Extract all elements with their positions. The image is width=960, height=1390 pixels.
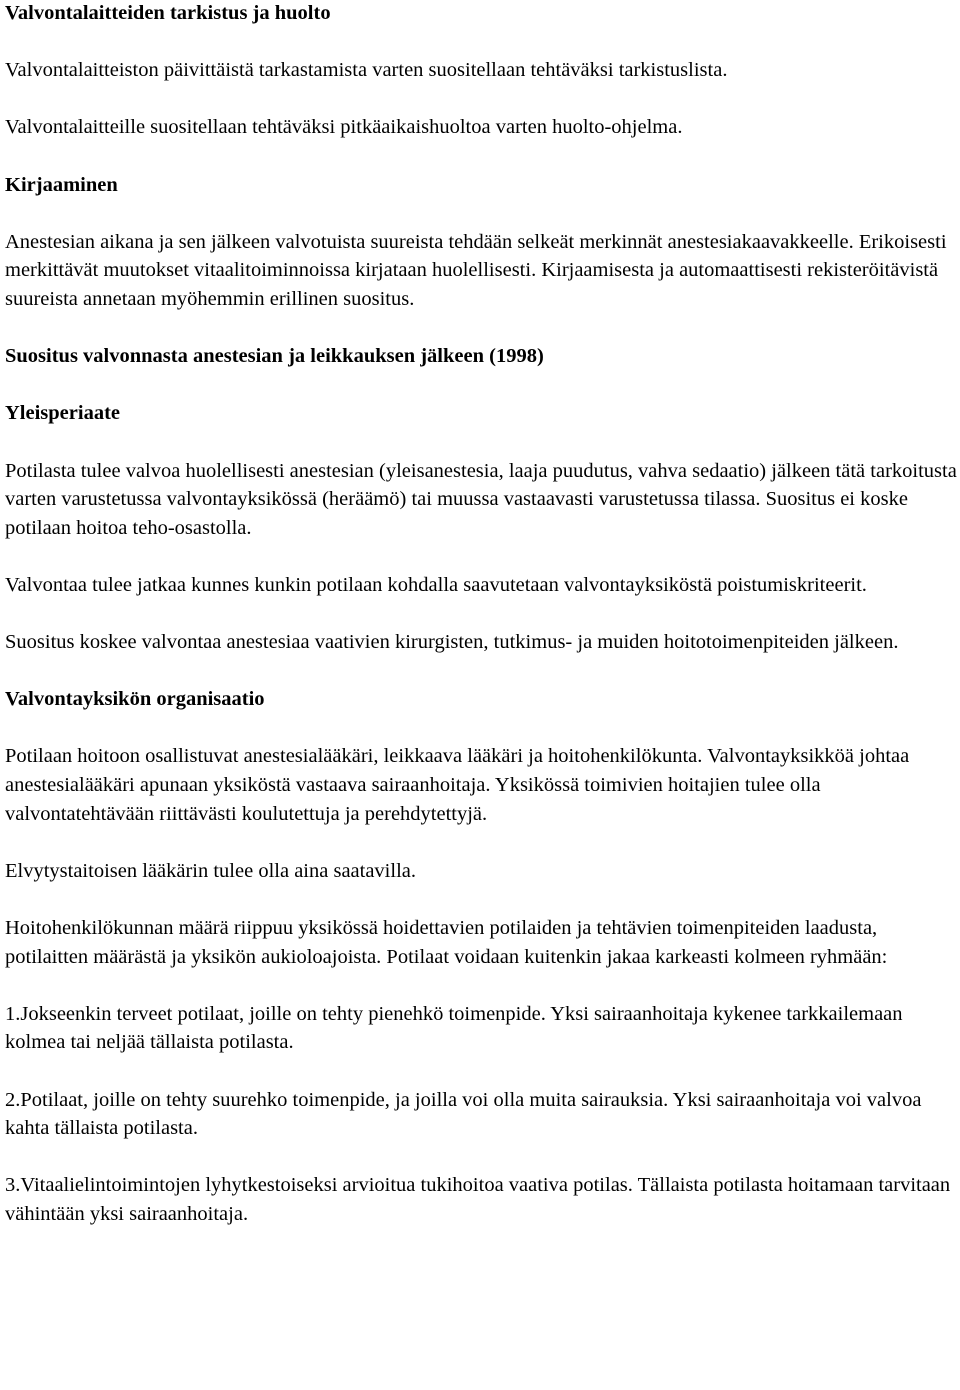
paragraph: Potilaan hoitoon osallistuvat anestesialääkäri, leikkaava lääkäri ja hoitohenkilökunta. Valvontayksikköä johtaa anestesialääkäri apunaan yksiköstä vastaava sairaanhoitaja. Yksikössä toimivien hoitajien tulee olla valvontatehtävään riittävästi koulutettuja ja perehdytettyjä. xyxy=(5,745,910,825)
paragraph: Anestesian aikana ja sen jälkeen valvotuista suureista tehdään selkeät merkinnät anestesiakaavakkeelle. Erikoisesti merkittävät muutokset vitaalitoiminnoissa kirjataan huolellisesti. Kirjaamisesta ja automaattisesti rekisteröitävistä suureista annetaan myöhemmin erillinen suositus. xyxy=(5,230,947,310)
paragraph: Valvontalaitteille suositellaan tehtäväksi pitkäaikaishuoltoa varten huolto-ohjelma. xyxy=(5,116,683,139)
paragraph: Suositus koskee valvontaa anestesiaa vaativien kirurgisten, tutkimus- ja muiden hoitotoimenpiteiden jälkeen. xyxy=(5,631,899,654)
paragraph: Valvontaa tulee jatkaa kunnes kunkin potilaan kohdalla saavutetaan valvontayksiköstä poistumiskriteerit. xyxy=(5,573,867,596)
paragraph: Valvontalaitteiston päivittäistä tarkastamista varten suositellaan tehtäväksi tarkistuslista. xyxy=(5,59,728,82)
paragraph: Elvytystaitoisen lääkärin tulee olla aina saatavilla. xyxy=(5,859,416,882)
section-heading-recording: Kirjaaminen xyxy=(5,173,118,196)
paragraph: Potilasta tulee valvoa huolellisesti anestesian (yleisanestesia, laaja puudutus, vahva sedaatio) jälkeen tätä tarkoitusta varten varustetussa valvontayksikössä (heräämö) tai muussa vastaavasti varustetussa tilassa. Suositus ei koske potilaan hoitoa teho-osastolla. xyxy=(5,459,957,539)
list-item-group-2: 2.Potilaat, joille on tehty suurehko toimenpide, ja joilla voi olla muita sairauksia. Yksi sairaanhoitaja voi valvoa kahta tällaista potilasta. xyxy=(5,1088,922,1140)
document xyxy=(5,0,957,1229)
list-item-group-1: 1.Jokseenkin terveet potilaat, joille on tehty pienehkö toimenpide. Yksi sairaanhoitaja kykenee tarkkailemaan kolmea tai neljää tällaista potilasta. xyxy=(5,1002,903,1054)
list-item-group-3: 3.Vitaalielintoimintojen lyhytkestoiseksi arvioitua tukihoitoa vaativa potilas. Tällaista potilasta hoitamaan tarvitaan vähintään yksi sairaanhoitaja. xyxy=(5,1174,951,1225)
section-heading-organisation: Valvontayksikön organisaatio xyxy=(5,688,265,711)
section-heading-equipment: Valvontalaitteiden tarkistus ja huolto xyxy=(5,2,331,24)
subsection-heading-principle: Yleisperiaate xyxy=(5,402,120,425)
section-heading-recommendation: Suositus valvonnasta anestesian ja leikkauksen jälkeen (1998) xyxy=(5,345,544,368)
paragraph: Hoitohenkilökunnan määrä riippuu yksikössä hoidettavien potilaiden ja tehtävien toimenpiteiden laadusta, potilaitten määrästä ja yksikön aukioloajoista. Potilaat voidaan kuitenkin jakaa karkeasti kolmeen ryhmään: xyxy=(5,917,888,968)
